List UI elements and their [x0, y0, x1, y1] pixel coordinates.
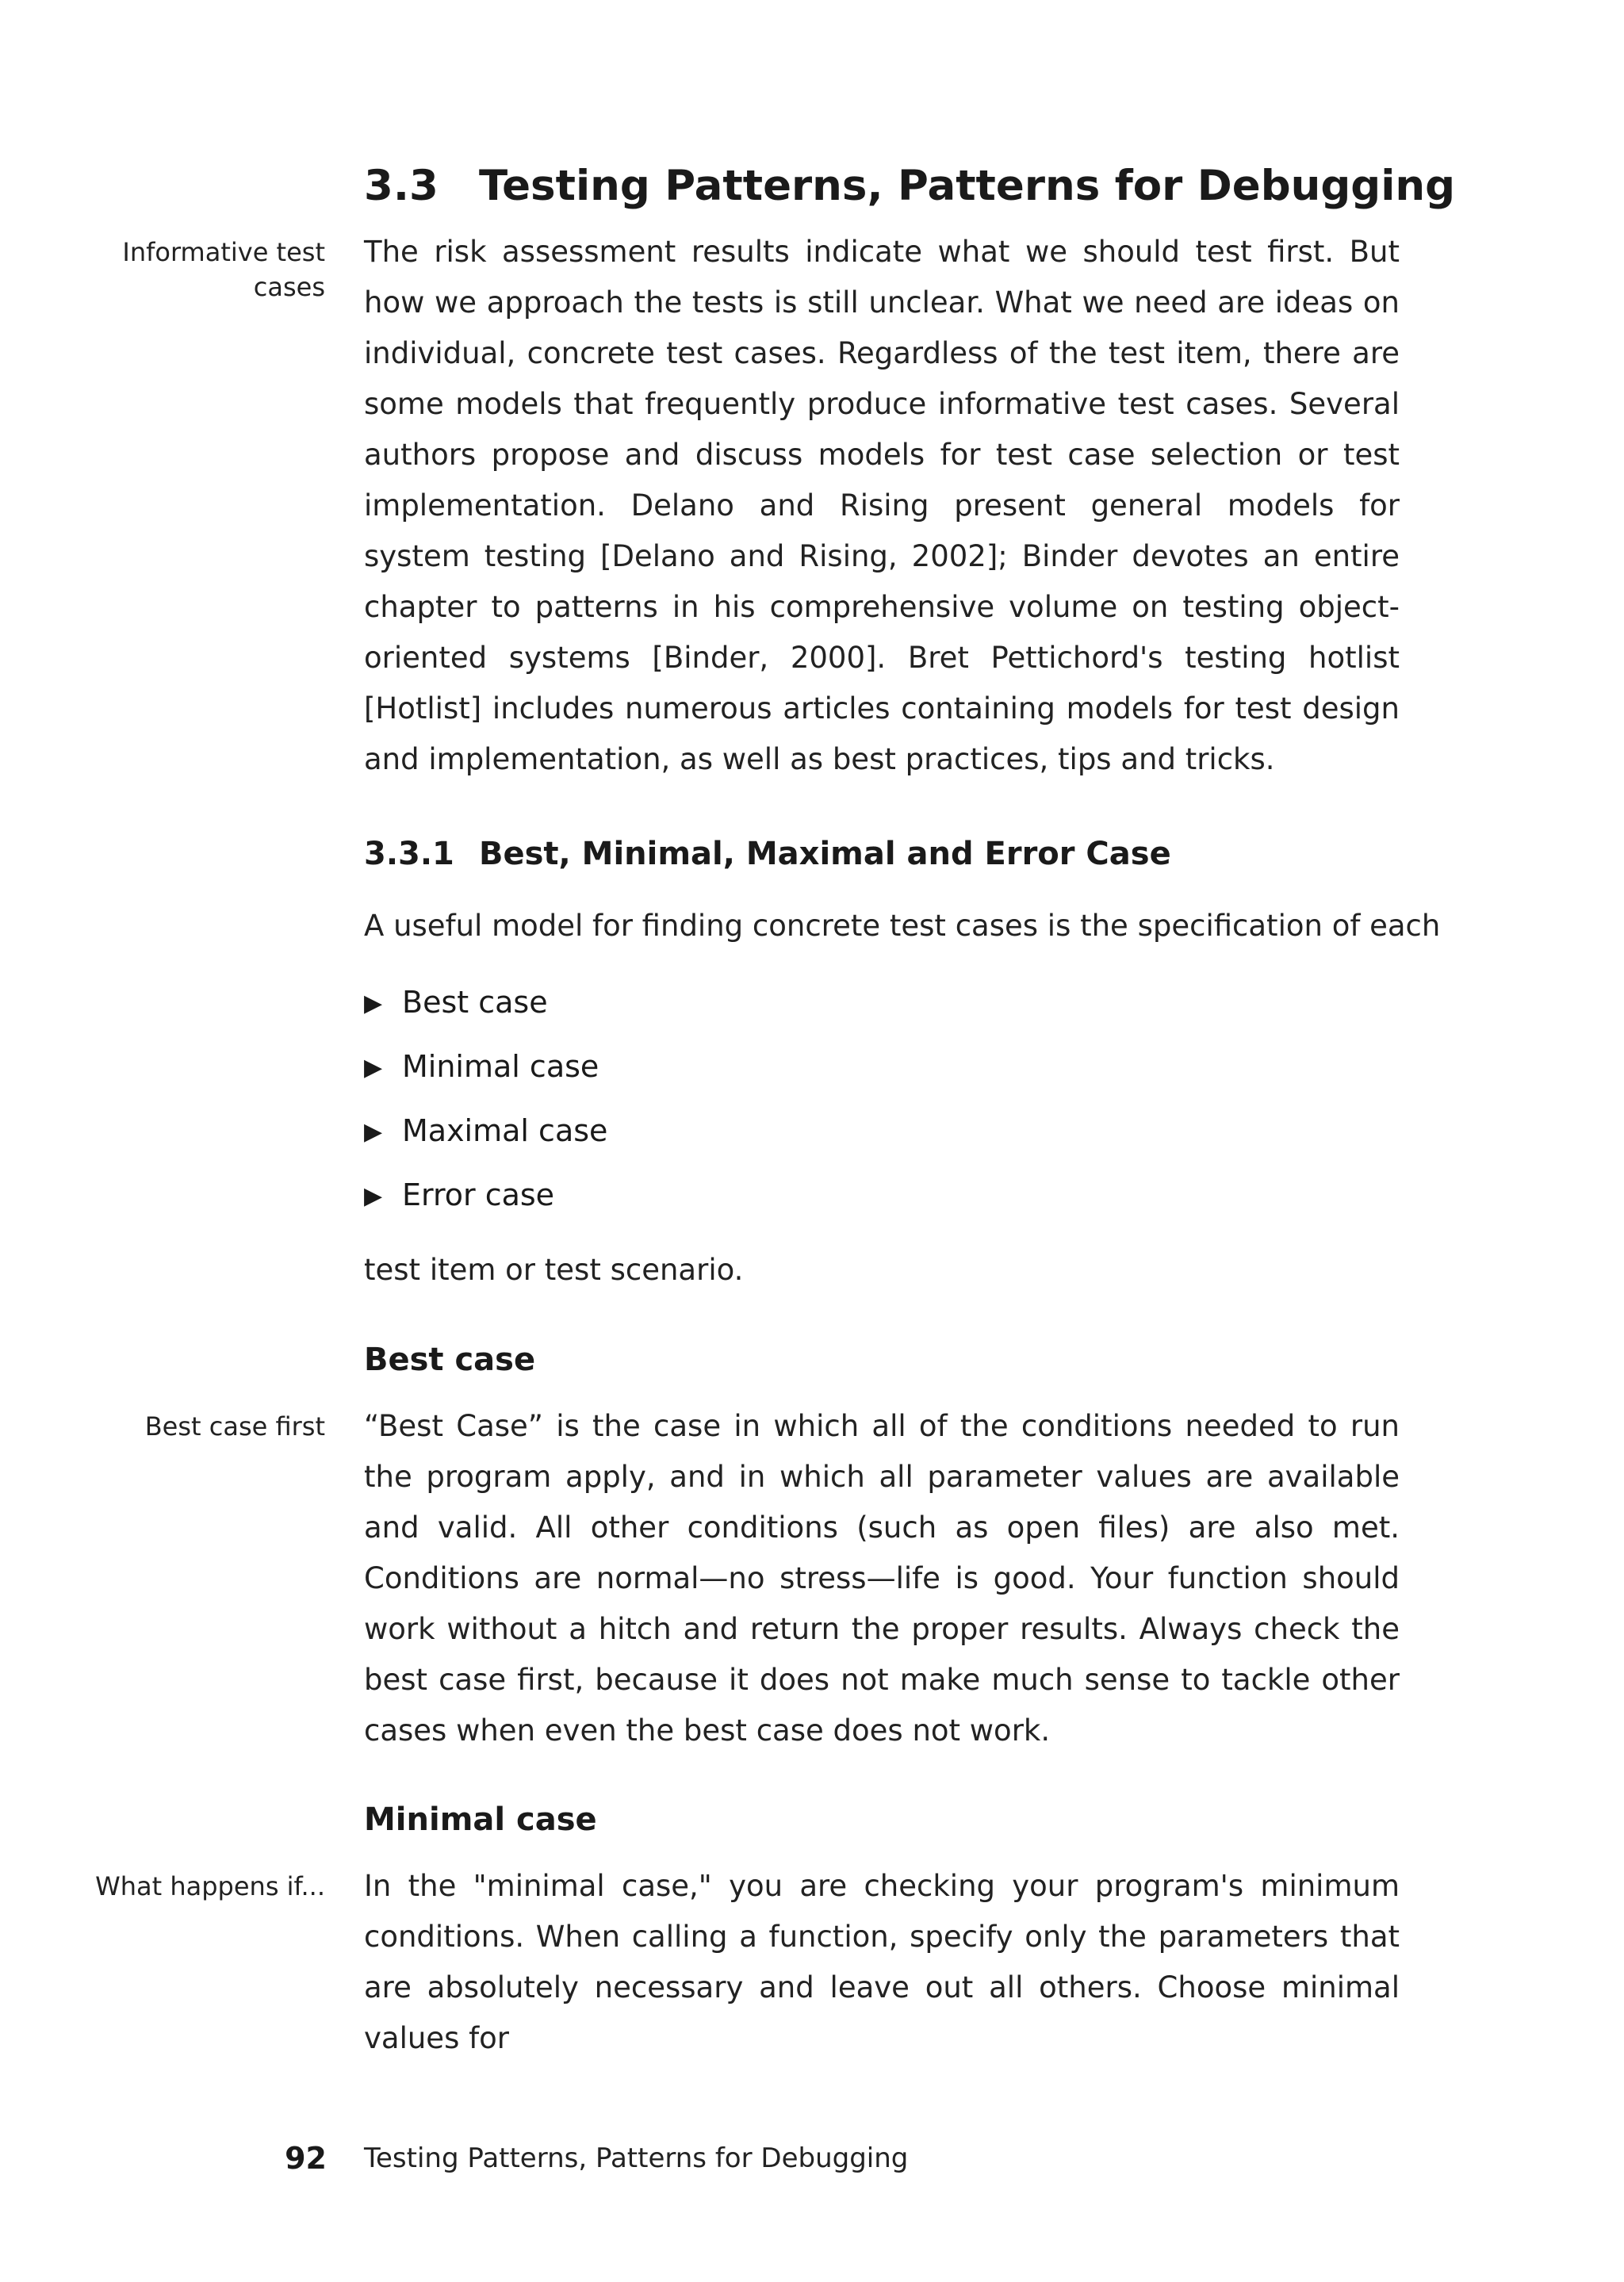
- subsection-title-text: Best, Minimal, Maximal and Error Case: [479, 836, 1171, 872]
- triangle-bullet-icon: ▶: [364, 1182, 383, 1210]
- minimal-case-heading: Minimal case: [364, 1801, 597, 1838]
- list-item: [364, 979, 607, 1043]
- section-title-text: Testing Patterns, Patterns for Debugging: [479, 162, 1456, 210]
- margin-note-best-first: Best case first: [144, 1411, 325, 1442]
- list-item: [364, 1108, 607, 1172]
- best-case-paragraph: “Best Case” is the case in which all of the conditions needed to run the program apply, and in which all parameter values are available and valid. All other conditions (such as open files) are also met. Conditions are normal—no stress—life is good. Your function should work without a hitch and return the proper results. Always check the best case first, because it does not make much sense to tackle other cases when even the best case does not work.: [364, 1409, 1400, 1748]
- subsection-title: [364, 831, 1171, 877]
- list-item: [364, 1043, 607, 1108]
- margin-note-what-happens: What happens if...: [95, 1871, 325, 1901]
- subsection-number: 3.3.1: [364, 836, 454, 872]
- intro-paragraph: The risk assessment results indicate what we should test first. But how we approach the tests is still unclear. What we need are ideas on individual, concrete test cases. Regardless of the test item, there are some models that frequently produce informative test cases. Several authors propose and discuss models for test case selection or test implementation. Delano and Rising present general models for system testing [Delano and Rising, 2002]; Binder devotes an entire chapter to patterns in his comprehensive volume on testing object-oriented systems [Binder, 2000]. Bret Pettichord's testing hotlist [Hotlist] includes numerous articles containing models for test design and implementation, as well as best practices, tips and tricks.: [364, 235, 1400, 776]
- model-intro: A useful model for finding concrete test cases is the specification of each: [364, 909, 1441, 943]
- list-item-label: Minimal case: [402, 1049, 599, 1084]
- margin-note-informative: Informative test cases: [122, 237, 325, 302]
- minimal-case-paragraph: In the "minimal case," you are checking your program's minimum conditions. When calling a function, specify only the parameters that are absolutely necessary and leave out all others. Choose minimal values for: [364, 1869, 1400, 2055]
- list-item: [364, 1172, 607, 1236]
- running-title: Testing Patterns, Patterns for Debugging: [364, 2142, 909, 2174]
- page-number: 92: [285, 2141, 327, 2176]
- best-case-heading: Best case: [364, 1342, 536, 1378]
- model-outro: test item or test scenario.: [364, 1253, 744, 1287]
- triangle-bullet-icon: ▶: [364, 1054, 383, 1082]
- section-number: 3.3: [364, 162, 439, 210]
- triangle-bullet-icon: ▶: [364, 1118, 383, 1146]
- case-list: [364, 979, 607, 1236]
- list-item-label: Error case: [402, 1177, 555, 1212]
- list-item-label: Best case: [402, 985, 548, 1020]
- list-item-label: Maximal case: [402, 1113, 608, 1148]
- section-title: [364, 159, 1455, 214]
- triangle-bullet-icon: ▶: [364, 990, 383, 1017]
